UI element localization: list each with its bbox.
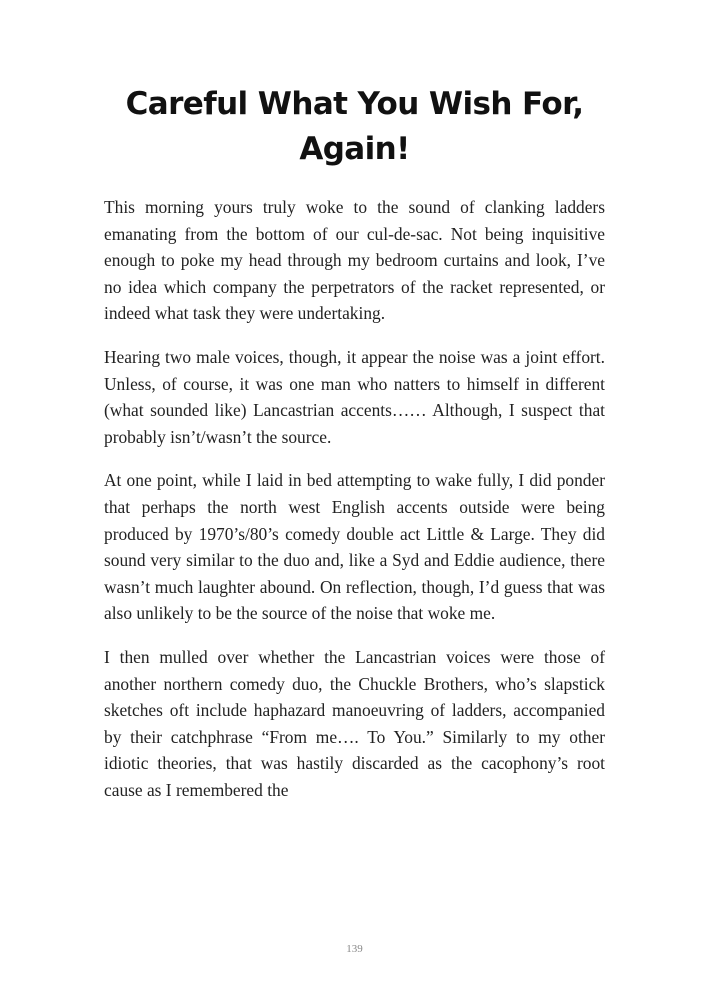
page-number: 139	[346, 943, 363, 955]
paragraph-3: At one point, while I laid in bed attempting to wake fully, I did ponder that perhaps the north west English accents outside were being produced by 1970’s/80’s comedy double act Little & Large. They did sound very similar to the duo and, like a Syd and Eddie audience, there wasn’t much laughter abound. On reflection, though, I’d guess that was also unlikely to be the source of the noise that woke me.	[104, 470, 605, 624]
paragraph-1: This morning yours truly woke to the sound of clanking ladders emanating from the bottom of our cul-de-sac. Not being inquisitive enough to poke my head through my bedroom curtains and look, I’ve no idea which company the perpetrators of the racket represented, or indeed what task they were undertaking.	[104, 197, 605, 324]
paragraph-2: Hearing two male voices, though, it appear the noise was a joint effort. Unless, of course, it was one man who natters to himself in different (what sounded like) Lancastrian accents…… Although, I suspect that probably isn’t/wasn’t the source.	[104, 346, 605, 447]
paragraph-4: I then mulled over whether the Lancastrian voices were those of another northern comedy duo, the Chuckle Brothers, who’s slapstick sketches oft include haphazard manoeuvring of ladders, accompanied by their catchphrase “From me…. To You.” Similarly to my other idiotic theories, that was hastily discarded as the cacophony’s root cause as I remembered the	[104, 646, 605, 800]
chapter-title	[90, 82, 619, 172]
chapter-title-line-2: Again!	[299, 131, 410, 167]
chapter-title-line-1: Careful What You Wish For,	[125, 86, 584, 122]
body-text	[104, 194, 605, 820]
